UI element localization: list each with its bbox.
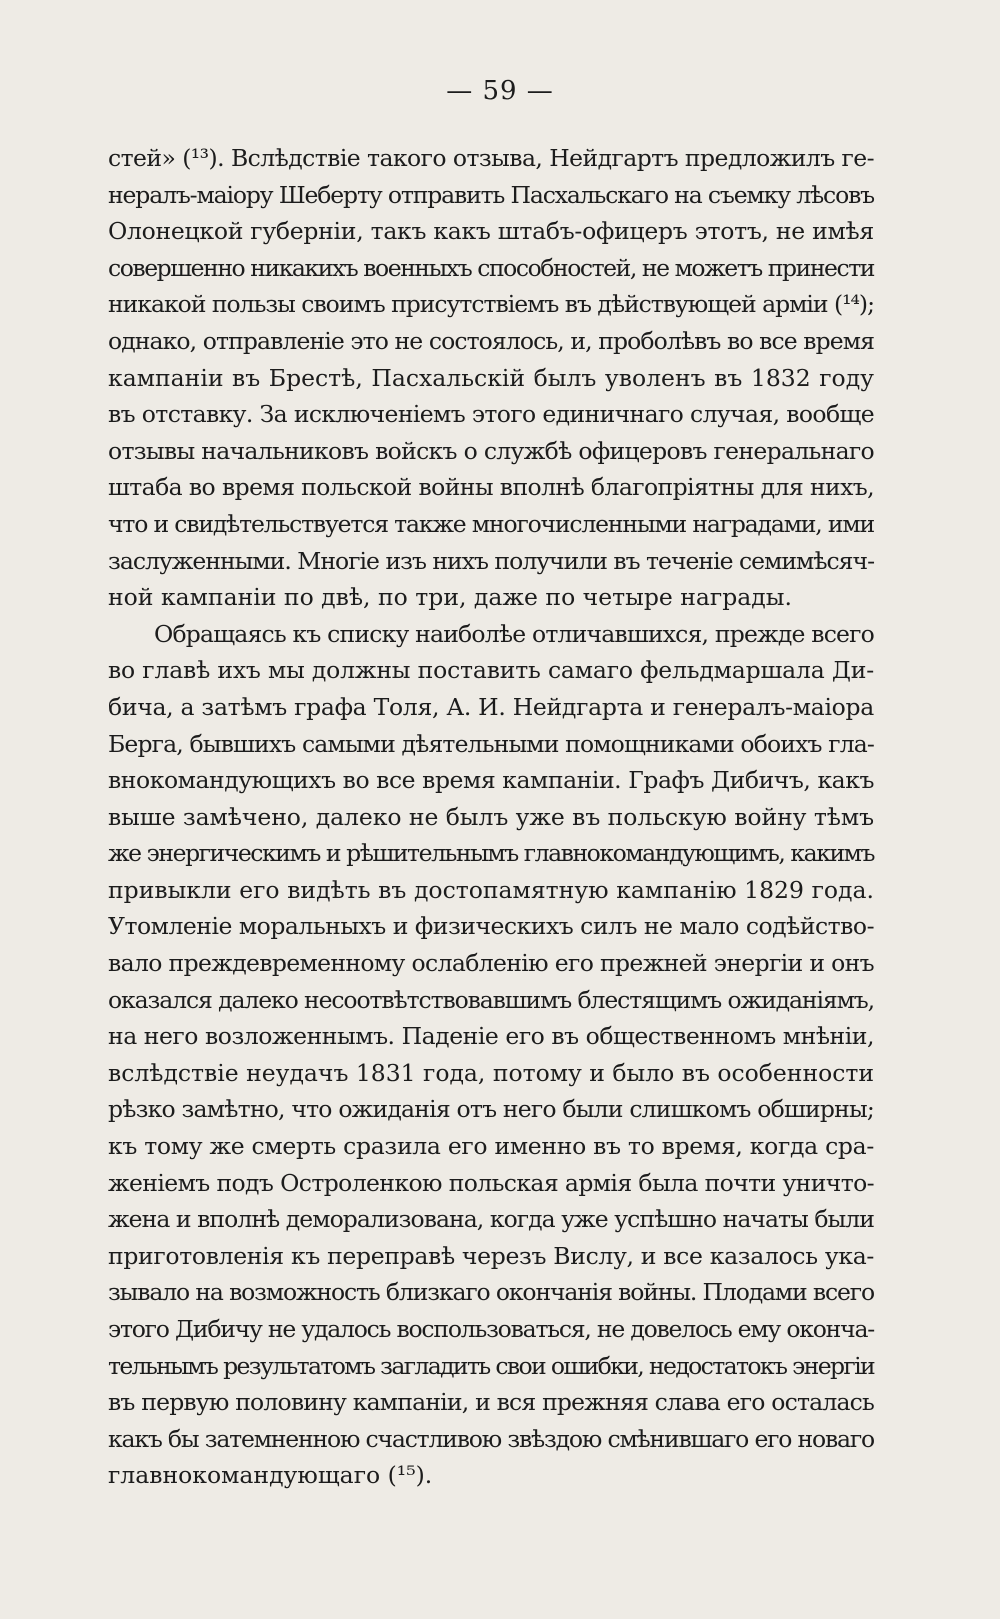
text-line: къ тому же смерть сразила его именно въ то время, когда сра- xyxy=(108,1132,875,1161)
text-line: привыкли его видѣть въ достопамятную кампанію 1829 года. xyxy=(108,875,874,904)
text-line: этого Дибичу не удалось воспользоваться, не довелось ему оконча- xyxy=(108,1315,874,1343)
text-line: нералъ-маіору Шеберту отправить Пасхальскаго на съемку лѣсовъ xyxy=(108,180,874,209)
text-line: кампаніи въ Брестѣ, Пасхальскій былъ уволенъ въ 1832 году xyxy=(108,363,874,392)
text-line: рѣзко замѣтно, что ожиданія отъ него были слишкомъ обширны; xyxy=(108,1095,874,1124)
text-line: въ отставку. За исключеніемъ этого единичнаго случая, вообще xyxy=(108,400,874,429)
text-line: во главѣ ихъ мы должны поставить самаго фельдмаршала Ди- xyxy=(108,656,874,685)
text-line: тельнымъ результатомъ загладить свои ошибки, недостатокъ энергіи xyxy=(108,1351,875,1380)
text-line: совершенно никакихъ военныхъ способностей, не можетъ принести xyxy=(108,253,874,282)
text-line: бича, а затѣмъ графа Толя, А. И. Нейдгарта и генералъ-маіора xyxy=(108,692,875,721)
body-text xyxy=(108,140,874,1494)
text-line: штаба во время польской войны вполнѣ благопріятны для нихъ, xyxy=(108,473,874,502)
text-line: оказался далеко несоотвѣтствовавшимъ блестящимъ ожиданіямъ, xyxy=(108,985,874,1014)
text-line: Утомленіе моральныхъ и физическихъ силъ не мало содѣйство- xyxy=(108,912,875,941)
text-line: отзывы начальниковъ войскъ о службѣ офицеровъ генеральнаго xyxy=(108,436,875,465)
text-line: заслуженными. Многіе изъ нихъ получили въ теченіе семимѣсяч- xyxy=(108,546,875,575)
text-line: внокомандующихъ во все время кампаніи. Графъ Дибичъ, какъ xyxy=(108,766,874,795)
text-line: выше замѣчено, далеко не былъ уже въ польскую войну тѣмъ xyxy=(108,802,874,831)
text-line: же энергическимъ и рѣшительнымъ главнокомандующимъ, какимъ xyxy=(108,839,875,868)
text-line: что и свидѣтельствуется также многочисленными наградами, ими xyxy=(108,509,875,538)
text-line: приготовленія къ переправѣ черезъ Вислу, и все казалось ука- xyxy=(108,1241,874,1270)
page-number: — 59 — xyxy=(446,76,554,106)
text-line: женіемъ подъ Остроленкою польская армія была почти уничто- xyxy=(108,1168,874,1197)
text-line: главнокомандующаго (¹⁵). xyxy=(108,1461,433,1490)
text-line: какъ бы затемненною счастливою звѣздою смѣнившаго его новаго xyxy=(108,1424,874,1453)
text-line: въ первую половину кампаніи, и вся прежняя слава его осталась xyxy=(108,1388,875,1417)
text-line: на него возложеннымъ. Паденіе его въ общественномъ мнѣніи, xyxy=(108,1022,875,1051)
text-line: Олонецкой губерніи, такъ какъ штабъ-офицеръ этотъ, не имѣя xyxy=(108,217,874,246)
text-line: жена и вполнѣ деморализована, когда уже успѣшно начаты были xyxy=(108,1205,875,1234)
text-line: зывало на возможность близкаго окончанія войны. Плодами всего xyxy=(108,1278,874,1307)
text-line: ной кампаніи по двѣ, по три, даже по четыре награды. xyxy=(108,583,792,612)
text-line: никакой пользы своимъ присутствіемъ въ дѣйствующей арміи (¹⁴); xyxy=(108,290,874,319)
text-line: стей» (¹³). Вслѣдствіе такого отзыва, Нейдгартъ предложилъ ге- xyxy=(108,144,874,172)
text-line: вслѣдствіе неудачъ 1831 года, потому и было въ особенности xyxy=(108,1058,875,1087)
text-line: вало преждевременному ослабленію его прежней энергіи и онъ xyxy=(108,949,874,978)
text-line: Берга, бывшихъ самыми дѣятельными помощниками обоихъ гла- xyxy=(108,729,875,758)
text-line: Обращаясь къ списку наиболѣе отличавшихся, прежде всего xyxy=(154,619,874,648)
text-line: однако, отправленіе это не состоялось, и, проболѣвъ во все время xyxy=(108,326,875,355)
